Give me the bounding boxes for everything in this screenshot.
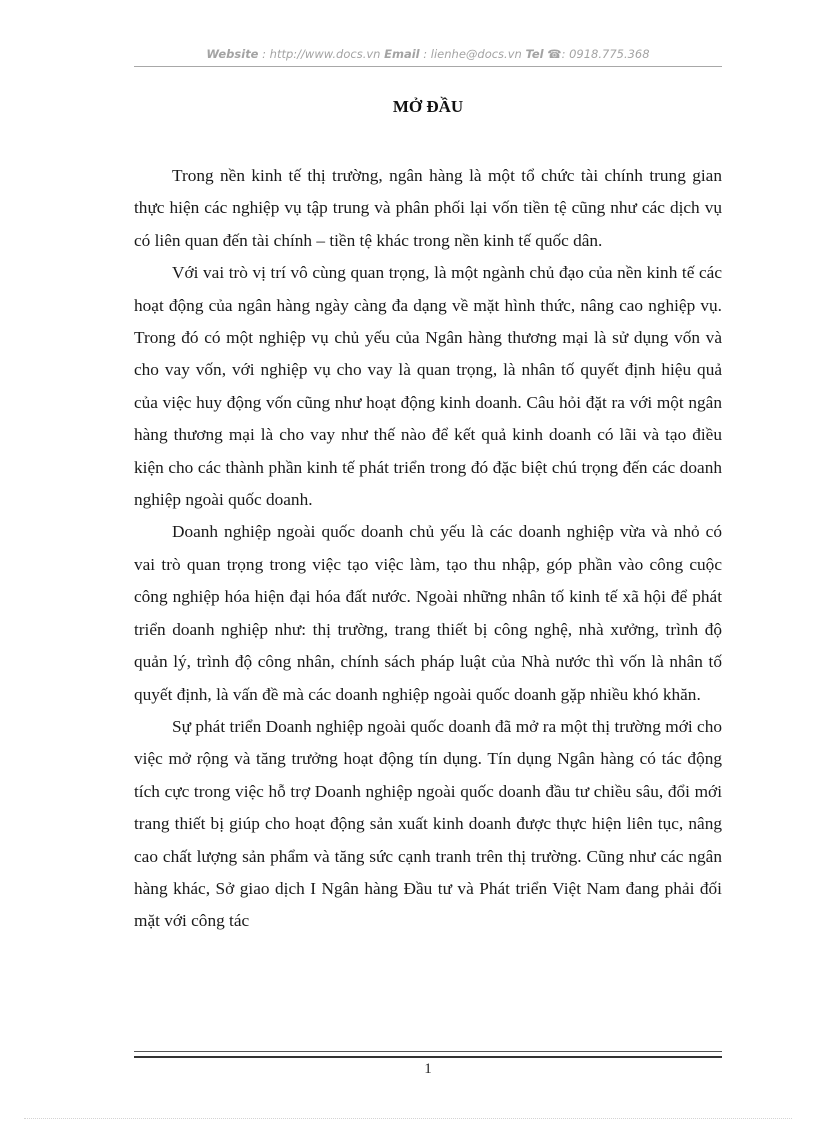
paragraph: Doanh nghiệp ngoài quốc doanh chủ yếu là các doanh nghiệp vừa và nhỏ có vai trò quan trọng trong việc tạo việc làm, tạo thu nhập, góp phần vào công cuộc công nghiệp hóa hiện đại hóa đất nước. Ngoài những nhân tố kinh tế xã hội để phát triển doanh nghiệp như: thị trường, trang thiết bị công nghệ, nhà xưởng, trình độ quản lý, trình độ công nhân, chính sách pháp luật của Nhà nước thì vốn là nhân tố quyết định, là vấn đề mà các doanh nghiệp ngoài quốc doanh gặp nhiều khó khăn. [134,522,722,704]
page-edge-divider [24,1118,792,1119]
footer-rule [134,1051,722,1058]
header-rule [134,66,722,67]
phone-icon: ☎ [547,47,562,61]
paragraph: Sự phát triển Doanh nghiệp ngoài quốc doanh đã mở ra một thị trường mới cho việc mở rộng và tăng trưởng hoạt động tín dụng. Tín dụng Ngân hàng có tác động tích cực trong việc hỗ trợ Doanh nghiệp ngoài quốc doanh đầu tư chiều sâu, đổi mới trang thiết bị giúp cho hoạt động sản xuất kinh doanh được thực hiện liên tục, nâng cao chất lượng sản phẩm và tăng sức cạnh tranh trên thị trường. Cũng như các ngân hàng khác, Sở giao dịch I Ngân hàng Đầu tư và Phát triển Việt Nam đang phải đối mặt với công tác [134,716,722,931]
page-title: MỞ ĐẦU [392,97,464,116]
website-value: : http://www.docs.vn [262,47,381,61]
email-label: Email [384,47,420,61]
paragraph: Trong nền kinh tế thị trường, ngân hàng là một tổ chức tài chính trung gian thực hiện các nghiệp vụ tập trung và phân phối lại vốn tiền tệ cũng như các dịch vụ có liên quan đến tài chính – tiền tệ khác trong nền kinh tế quốc dân. [134,166,722,250]
page-number: 1 [424,1061,432,1077]
email-value: : lienhe@docs.vn [423,47,522,61]
tel-value: : 0918.775.368 [561,47,650,61]
body-text [134,160,722,938]
website-label: Website [206,47,259,61]
tel-label: Tel [525,47,544,61]
page-header [134,47,722,61]
paragraph: Với vai trò vị trí vô cùng quan trọng, là một ngành chủ đạo của nền kinh tế các hoạt động của ngân hàng ngày càng đa dạng về mặt hình thức, nâng cao nghiệp vụ. Trong đó có một nghiệp vụ chủ yếu của Ngân hàng thương mại là sử dụng vốn và cho vay vốn, với nghiệp vụ cho vay là quan trọng, là nhân tố quyết định hiệu quả của việc huy động vốn cũng như hoạt động kinh doanh. Câu hỏi đặt ra với một ngân hàng thương mại là cho vay như thế nào để kết quả kinh doanh có lãi và tạo điều kiện cho các thành phần kinh tế phát triển trong đó đặc biệt chú trọng đến các doanh nghiệp ngoài quốc doanh. [134,263,722,510]
